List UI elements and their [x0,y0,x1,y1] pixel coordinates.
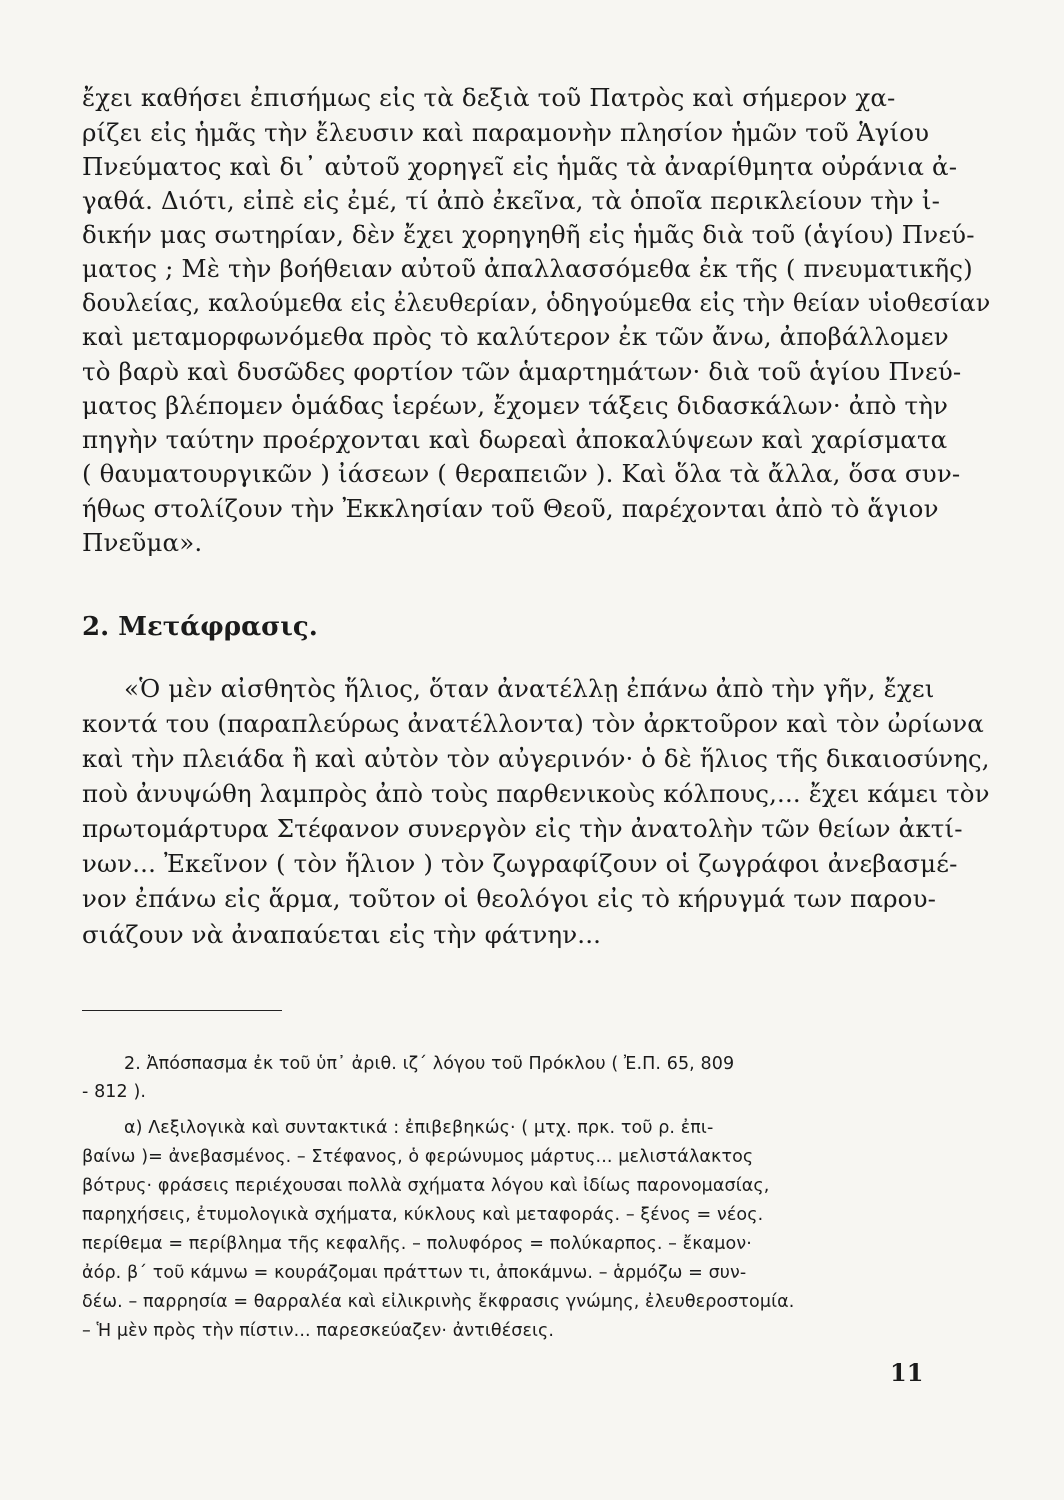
body-line: πηγὴν ταύτην προέρχονται καὶ δωρεαὶ ἀποκαλύψεων καὶ χαρίσματα [82,425,948,454]
body-line: Πνεύματος καὶ δι᾽ αὐτοῦ χορηγεῖ εἰς ἡμᾶς τὰ ἀναρίθμητα οὐράνια ἀ- [82,152,958,181]
body-line: καὶ μεταμορφωνόμεθα πρὸς τὸ καλύτερον ἐκ τῶν ἄνω, ἀποβάλλομεν [82,322,949,351]
footnote-line: δέω. – παρρησία = θαρραλέα καὶ εἰλικρινὴς ἔκφρασις γνώμης, ἐλευθεροστομία. [82,1292,795,1312]
footnote-line: α) Λεξιλογικὰ καὶ συντακτικά : ἐπιβεβηκώς· ( μτχ. πρκ. τοῦ ρ. ἐπι- [124,1118,714,1138]
translation-line: ποὺ ἀνυψώθη λαμπρὸς ἀπὸ τοὺς παρθενικοὺς κόλπους,... ἔχει κάμει τὸν [82,779,990,808]
footnote-line: βαίνω )= ἀνεβασμένος. – Στέφανος, ὁ φερώνυμος μάρτυς... μελιστάλακτος [82,1147,754,1167]
translation-line: «Ὁ μὲν αἰσθητὸς ἥλιος, ὅταν ἀνατέλλῃ ἐπάνω ἀπὸ τὴν γῆν, ἔχει [124,674,935,703]
body-line: ἔχει καθήσει ἐπισήμως εἰς τὰ δεξιὰ τοῦ Πατρὸς καὶ σήμερον χα- [82,83,896,112]
footnote-line: 2. Ἀπόσπασμα ἐκ τοῦ ὑπ᾽ ἀριθ. ιζ´ λόγου τοῦ Πρόκλου ( Ἐ.Π. 65, 809 [124,1054,735,1074]
footnote-line: περίθεμα = περίβλημα τῆς κεφαλῆς. – πολυφόρος = πολύκαρπος. – ἔκαμον· [82,1234,752,1254]
body-line: ρίζει εἰς ἡμᾶς τὴν ἔλευσιν καὶ παραμονὴν πλησίον ἡμῶν τοῦ Ἁγίου [82,118,930,147]
footnote-divider [82,1010,282,1011]
body-line: γαθά. Διότι, εἰπὲ εἰς ἐμέ, τί ἀπὸ ἐκεῖνα, τὰ ὁποῖα περικλείουν τὴν ἰ- [82,186,941,215]
page-number: 11 [890,1358,924,1387]
body-line: δικήν μας σωτηρίαν, δὲν ἔχει χορηγηθῆ εἰς ἡμᾶς διὰ τοῦ (ἁγίου) Πνεύ- [82,220,975,249]
body-line: ματος βλέπομεν ὁμάδας ἱερέων, ἔχομεν τάξεις διδασκάλων· ἀπὸ τὴν [82,391,949,420]
body-line: Πνεῦμα». [82,528,203,557]
footnote-line: παρηχήσεις, ἐτυμολογικὰ σχήματα, κύκλους καὶ μεταφοράς. – ξένος = νέος. [82,1205,764,1225]
body-line: δουλείας, καλούμεθα εἰς ἐλευθερίαν, ὁδηγούμεθα εἰς τὴν θείαν υἱοθεσίαν [82,288,991,317]
footnote-line: - 812 ). [82,1082,147,1102]
footnote-line: ἀόρ. β´ τοῦ κάμνω = κουράζομαι πράττων τι, ἀποκάμνω. – ἁρμόζω = συν- [82,1263,747,1283]
section-heading: 2. Μετάφρασις. [82,612,318,642]
footnote-line: βότρυς· φράσεις περιέχουσαι πολλὰ σχήματα λόγου καὶ ἰδίως παρονομασίας, [82,1176,770,1196]
translation-line: πρωτομάρτυρα Στέφανον συνεργὸν εἰς τὴν ἀνατολὴν τῶν θείων ἀκτί- [82,814,963,843]
translation-line: νων... Ἐκεῖνον ( τὸν ἥλιον ) τὸν ζωγραφίζουν οἱ ζωγράφοι ἀνεβασμέ- [82,849,958,878]
translation-line: νον ἐπάνω εἰς ἅρμα, τοῦτον οἱ θεολόγοι εἰς τὸ κήρυγμά των παρου- [82,884,937,913]
translation-line: κοντά του (παραπλεύρως ἀνατέλλοντα) τὸν ἀρκτοῦρον καὶ τὸν ὠρίωνα [82,709,984,738]
body-line: τὸ βαρὺ καὶ δυσῶδες φορτίον τῶν ἁμαρτημάτων· διὰ τοῦ ἁγίου Πνεύ- [82,357,962,386]
body-line: ματος ; Μὲ τὴν βοήθειαν αὐτοῦ ἀπαλλασσόμεθα ἐκ τῆς ( πνευματικῆς) [82,254,973,283]
body-line: ήθως στολίζουν τὴν Ἐκκλησίαν τοῦ Θεοῦ, παρέχονται ἀπὸ τὸ ἅγιον [82,494,939,523]
translation-line: καὶ τὴν πλειάδα ἢ καὶ αὐτὸν τὸν αὐγερινόν· ὁ δὲ ἥλιος τῆς δικαιοσύνης, [82,744,990,773]
footnote-line: – Ἡ μὲν πρὸς τὴν πίστιν... παρεσκεύαζεν· ἀντιθέσεις. [82,1321,555,1341]
body-line: ( θαυματουργικῶν ) ἰάσεων ( θεραπειῶν ). Καὶ ὅλα τὰ ἄλλα, ὅσα συν- [82,459,961,488]
translation-line: σιάζουν νὰ ἀναπαύεται εἰς τὴν φάτνην... [82,920,602,949]
